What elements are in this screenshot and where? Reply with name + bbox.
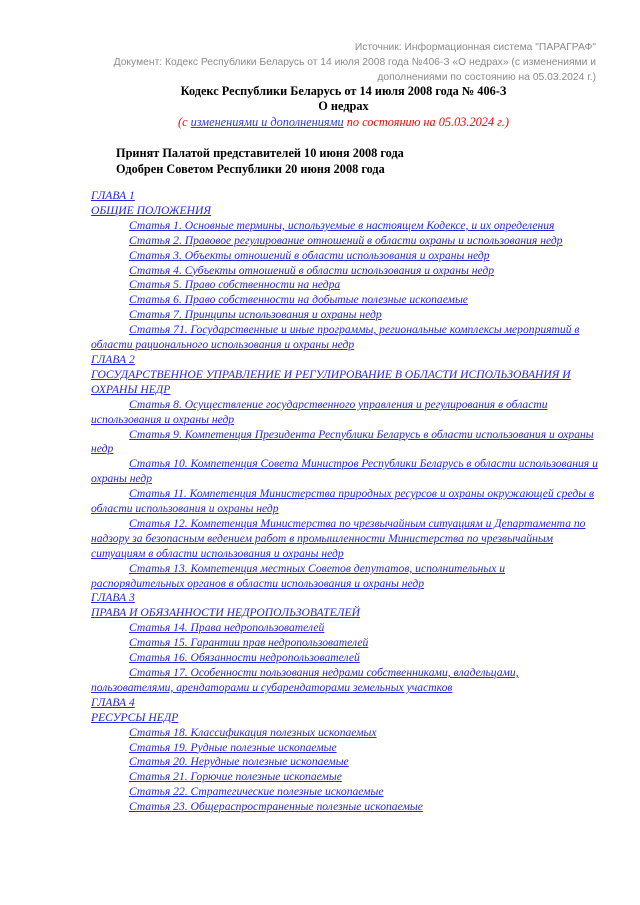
article-link[interactable]: Статья 23. Общераспространенные полезные ископаемые: [129, 800, 423, 814]
chapter-number-link[interactable]: ГЛАВА 1: [91, 189, 135, 202]
amendment-status: [91, 115, 596, 130]
table-of-contents: [91, 189, 599, 815]
article-link[interactable]: Статья 9. Компетенция Президента Республики Беларусь в области использования и охраны недр: [91, 427, 594, 456]
article-link[interactable]: Статья 18. Классификация полезных ископаемых: [129, 725, 377, 739]
article-link[interactable]: Статья 10. Компетенция Совета Министров Республики Беларусь в области использования и охраны недр: [91, 457, 598, 486]
article-link[interactable]: Статья 71. Государственные и иные программы, региональные комплексы мероприятий в области рационального использования и охраны недр: [91, 323, 580, 352]
article-link[interactable]: Статья 3. Объекты отношений в области использования и охраны недр: [129, 248, 490, 262]
article-link[interactable]: Статья 2. Правовое регулирование отношений в области охраны и использования недр: [129, 233, 563, 247]
document-title: Кодекс Республики Беларусь от 14 июля 2008 года № 406-З: [180, 84, 507, 98]
chapter-number-link[interactable]: ГЛАВА 4: [91, 695, 135, 709]
article-link[interactable]: Статья 7. Принципы использования и охраны недр: [129, 308, 382, 322]
amendments-link[interactable]: изменениями и дополнениями: [190, 115, 344, 129]
chapter-title-link[interactable]: ОБЩИЕ ПОЛОЖЕНИЯ: [91, 203, 211, 217]
article-link[interactable]: Статья 4. Субъекты отношений в области использования и охраны недр: [129, 263, 495, 277]
article-link[interactable]: Статья 19. Рудные полезные ископаемые: [129, 740, 337, 754]
article-link[interactable]: Статья 15. Гарантии прав недропользователей: [129, 636, 369, 650]
article-link[interactable]: Статья 22. Стратегические полезные ископаемые: [129, 785, 384, 799]
approved-line: Одобрен Советом Республики 20 июня 2008 года: [116, 162, 385, 176]
chapter-title-link[interactable]: ГОСУДАРСТВЕННОЕ УПРАВЛЕНИЕ И РЕГУЛИРОВАНИЕ В ОБЛАСТИ ИСПОЛЬЗОВАНИЯ И ОХРАНЫ НЕДР: [91, 367, 571, 396]
article-link[interactable]: Статья 13. Компетенция местных Советов депутатов, исполнительных и распорядительных органов в области использования и охраны недр: [91, 561, 506, 590]
article-link[interactable]: Статья 20. Нерудные полезные ископаемые: [129, 755, 349, 769]
article-link[interactable]: Статья 8. Осуществление государственного управления и регулирования в области использования и охраны недр: [91, 397, 548, 426]
chapter-title-link[interactable]: ПРАВА И ОБЯЗАННОСТИ НЕДРОПОЛЬЗОВАТЕЛЕЙ: [91, 606, 360, 620]
chapter-title-link[interactable]: РЕСУРСЫ НЕДР: [91, 710, 179, 724]
article-link[interactable]: Статья 6. Право собственности на добытые полезные ископаемые: [129, 293, 468, 307]
article-link[interactable]: Статья 11. Компетенция Министерства природных ресурсов и охраны окружающей среды в области использования и охраны недр: [91, 487, 594, 516]
document-line: Документ: Кодекс Республики Беларусь от 14 июля 2008 года №406-З «О недрах» (с изменениями и дополнениями по состоянию на 05.03.2024 г.): [113, 57, 596, 83]
article-link[interactable]: Статья 12. Компетенция Министерства по чрезвычайным ситуациям и Департамента по надзору за безопасным ведением работ в промышленности Министерства по чрезвычайным ситуациям в области использования и охраны недр: [91, 516, 586, 560]
article-link[interactable]: Статья 21. Горючие полезные ископаемые: [129, 770, 342, 784]
chapter-number-link[interactable]: ГЛАВА 2: [91, 352, 135, 366]
article-link[interactable]: Статья 1. Основные термины, используемые в настоящем Кодексе, и их определения: [129, 218, 555, 232]
article-link[interactable]: Статья 5. Право собственности на недра: [129, 278, 341, 292]
article-link[interactable]: Статья 14. Права недропользователей: [129, 621, 325, 635]
amend-suffix: по состоянию на 05.03.2024 г.): [343, 115, 509, 129]
chapter-number-link[interactable]: ГЛАВА 3: [91, 591, 135, 605]
amend-prefix: (с: [178, 115, 191, 129]
article-link[interactable]: Статья 17. Особенности пользования недрами собственниками, владельцами, пользователями, арендаторами и субарендаторами земельных участков: [91, 666, 519, 694]
document-subtitle: О недрах: [318, 99, 369, 113]
adopted-line: Принят Палатой представителей 10 июня 2008 года: [116, 146, 404, 160]
article-link[interactable]: Статья 16. Обязанности недропользователей: [129, 651, 360, 665]
source-line: Источник: Информационная система "ПАРАГРАФ": [354, 42, 596, 53]
